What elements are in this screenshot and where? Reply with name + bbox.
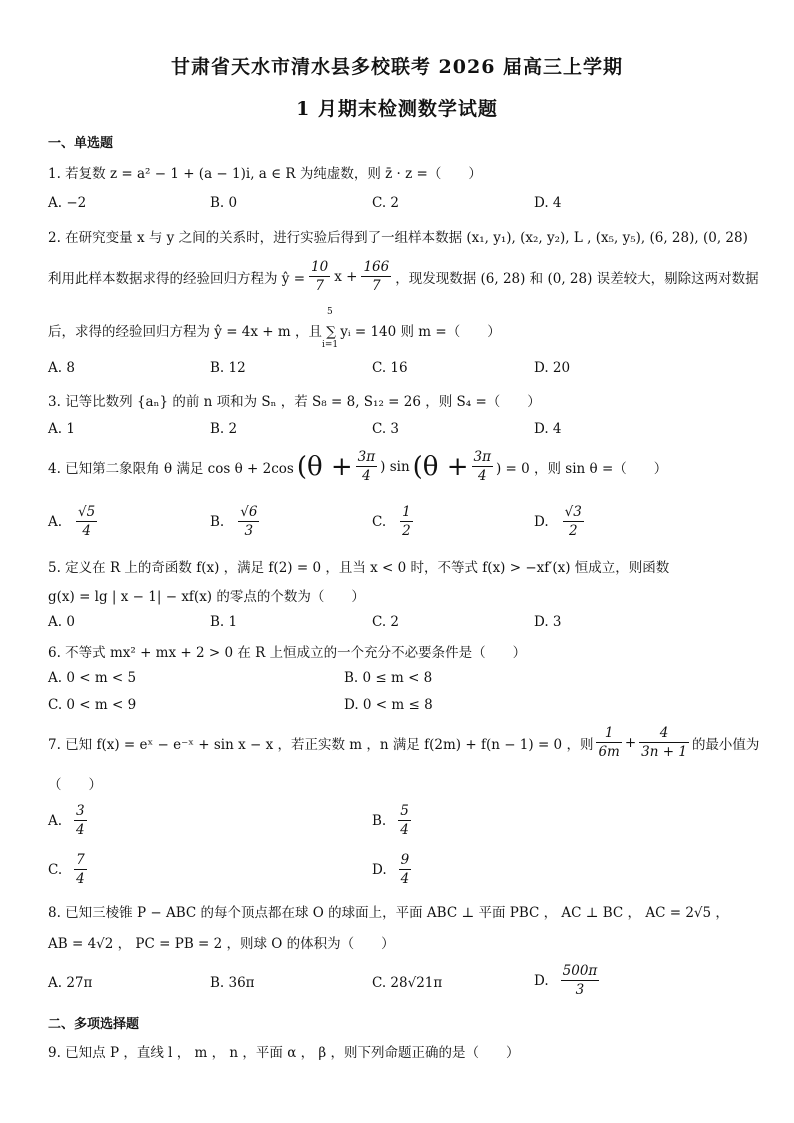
q4-option-d-num: √3 bbox=[564, 504, 582, 520]
q8-option-b: B. 36π bbox=[210, 975, 255, 991]
q8-option-d-num: 500π bbox=[562, 963, 598, 979]
question-2-line2 bbox=[48, 258, 759, 295]
q4-text-b: ) sin bbox=[380, 458, 410, 475]
q4-frac-num-2: 3π bbox=[473, 449, 491, 465]
q4-option-b-den: 3 bbox=[238, 521, 259, 540]
q2-option-d: D. 20 bbox=[534, 360, 571, 376]
q4-option-a bbox=[48, 503, 97, 540]
q4-option-d bbox=[534, 503, 584, 540]
question-7-paren: （ ） bbox=[48, 777, 102, 793]
q7-option-b-den: 4 bbox=[400, 822, 409, 838]
q7-f1-num: 1 bbox=[604, 725, 614, 741]
q2-frac2-den: 7 bbox=[361, 276, 391, 295]
q7-text-b: 的最小值为 bbox=[691, 736, 760, 753]
q4-option-c-num: 1 bbox=[402, 504, 411, 520]
q8-option-a: A. 27π bbox=[48, 975, 93, 991]
q7-option-d-den: 4 bbox=[400, 871, 410, 887]
q4-option-b-label: B. bbox=[210, 513, 225, 530]
q2-mid: x + bbox=[334, 268, 358, 285]
q2-option-a: A. 8 bbox=[48, 360, 75, 376]
q7-f1-den: 6m bbox=[598, 744, 620, 760]
q2-sum-bottom: i=1 bbox=[322, 340, 339, 350]
q4-option-b bbox=[210, 503, 259, 540]
q5-option-c: C. 2 bbox=[372, 614, 400, 630]
q6-option-a: A. 0 < m < 5 bbox=[48, 670, 137, 686]
q2-frac1-den: 7 bbox=[309, 276, 330, 295]
q5-option-b: B. 1 bbox=[210, 614, 238, 630]
q2-fraction-1 bbox=[309, 258, 330, 295]
q4-option-c-den: 2 bbox=[402, 523, 411, 539]
q4-frac-num-1: 3π bbox=[357, 449, 376, 465]
q2-frac2-num: 166 bbox=[363, 259, 390, 275]
q7-option-b-num: 5 bbox=[400, 803, 409, 819]
q3-option-a: A. 1 bbox=[48, 421, 75, 437]
q7-option-d bbox=[372, 851, 411, 888]
q7-option-b-frac bbox=[398, 802, 411, 839]
q7-text-a: 7. 已知 f(x) = eˣ − e⁻ˣ + sin x − x ，若正实数 m ，n 满足 f(2m) + f(n − 1) = 0 ，则 bbox=[48, 736, 594, 753]
q2-fraction-2 bbox=[361, 258, 391, 295]
q4-paren-1: (θ + bbox=[296, 451, 353, 482]
q7-option-a bbox=[48, 802, 87, 839]
q4-fraction-1 bbox=[356, 448, 377, 485]
q7-option-a-num: 3 bbox=[76, 803, 85, 819]
q7-plus: + bbox=[624, 734, 637, 751]
q7-option-d-frac bbox=[399, 851, 412, 888]
question-9: 9. 已知点 P ，直线 l ， m ， n ，平面 α ， β ，则下列命题正确的是（ ） bbox=[48, 1045, 520, 1061]
q4-option-a-num: √5 bbox=[78, 504, 96, 520]
q8-option-c: C. 28√21π bbox=[372, 975, 443, 991]
q7-option-c bbox=[48, 851, 87, 888]
q1-option-d: D. 4 bbox=[534, 195, 562, 211]
q4-option-a-frac bbox=[76, 503, 97, 540]
q4-text-c: ) = 0 ，则 sin θ =（ ） bbox=[495, 460, 668, 477]
q4-paren-2: (θ + bbox=[412, 451, 469, 482]
question-8-line2: AB = 4√2 ， PC = PB = 2 ，则球 O 的体积为（ ） bbox=[48, 936, 395, 952]
section-heading-single: 一、单选题 bbox=[48, 136, 114, 151]
q7-option-c-den: 4 bbox=[76, 871, 85, 887]
q4-option-d-label: D. bbox=[534, 513, 549, 530]
q7-option-d-label: D. bbox=[372, 861, 387, 878]
section-heading-multi: 二、多项选择题 bbox=[48, 1017, 140, 1032]
question-7 bbox=[48, 724, 759, 761]
q1-option-a: A. −2 bbox=[48, 195, 87, 211]
q5-option-d: D. 3 bbox=[534, 614, 562, 630]
q7-option-c-frac bbox=[74, 851, 87, 888]
question-5-line2: g(x) = lg | x − 1| − xf(x) 的零点的个数为（ ） bbox=[48, 589, 365, 605]
question-1: 1. 若复数 z = a² − 1 + (a − 1)i, a ∈ R 为纯虚数，则 z̄ · z =（ ） bbox=[48, 166, 482, 182]
question-8-line1: 8. 已知三棱锥 P − ABC 的每个顶点都在球 O 的球面上，平面 ABC ⊥ 平面 PBC ， AC ⊥ BC ， AC = 2√5 ， bbox=[48, 905, 729, 921]
q2-text-a: 利用此样本数据求得的经验回归方程为 ŷ = bbox=[48, 270, 306, 287]
q4-text-a: 4. 已知第二象限角 θ 满足 cos θ + 2cos bbox=[48, 460, 294, 477]
q2-frac1-num: 10 bbox=[311, 259, 329, 275]
q7-option-a-den: 4 bbox=[76, 822, 85, 838]
q4-option-d-frac bbox=[563, 503, 584, 540]
q3-option-c: C. 3 bbox=[372, 421, 400, 437]
q8-option-d-den: 3 bbox=[561, 980, 600, 999]
q7-option-c-num: 7 bbox=[76, 852, 85, 868]
question-4 bbox=[48, 448, 667, 485]
page-title-line1: 甘肃省天水市清水县多校联考 2026 届高三上学期 bbox=[170, 56, 624, 78]
q8-option-d-frac bbox=[561, 962, 600, 999]
q2-option-b: B. 12 bbox=[210, 360, 246, 376]
q4-frac-den-1: 4 bbox=[356, 466, 377, 485]
q7-f2-num: 4 bbox=[659, 725, 669, 741]
page-title-line2: 1 月期末检测数学试题 bbox=[296, 98, 498, 120]
q7-option-d-num: 9 bbox=[400, 852, 410, 868]
q1-option-c: C. 2 bbox=[372, 195, 400, 211]
question-2-line1: 2. 在研究变量 x 与 y 之间的关系时，进行实验后得到了一组样本数据 (x₁, y₁), (x₂, y₂), L , (x₅, y₅), (6, 28), (0, 28) bbox=[48, 230, 748, 246]
q4-fraction-2 bbox=[472, 448, 493, 485]
q8-option-d bbox=[534, 962, 599, 999]
question-6: 6. 不等式 mx² + mx + 2 > 0 在 R 上恒成立的一个充分不必要条件是（ ） bbox=[48, 645, 527, 661]
q3-option-b: B. 2 bbox=[210, 421, 238, 437]
q7-option-b-label: B. bbox=[372, 812, 387, 829]
q4-option-b-frac bbox=[238, 503, 259, 540]
q4-option-c bbox=[372, 503, 413, 540]
q4-option-b-num: √6 bbox=[240, 504, 258, 520]
q7-option-a-label: A. bbox=[48, 812, 63, 829]
q5-option-a: A. 0 bbox=[48, 614, 75, 630]
q6-option-b: B. 0 ≤ m < 8 bbox=[344, 670, 433, 686]
q4-frac-den-2: 4 bbox=[472, 466, 493, 485]
question-3: 3. 记等比数列 {aₙ} 的前 n 项和为 Sₙ ，若 S₈ = 8, S₁₂ = 26 ，则 S₄ =（ ） bbox=[48, 394, 541, 410]
q4-option-d-den: 2 bbox=[563, 521, 584, 540]
q7-fraction-1 bbox=[596, 724, 621, 761]
q2-text-b: ，现发现数据 (6, 28) 和 (0, 28) 误差较大，剔除这两对数据 bbox=[395, 270, 759, 287]
q4-option-c-label: C. bbox=[372, 513, 387, 530]
q7-f2-den: 3n + 1 bbox=[641, 744, 687, 760]
q8-option-d-label: D. bbox=[534, 972, 549, 989]
q7-fraction-2 bbox=[639, 724, 689, 761]
q6-option-d: D. 0 < m ≤ 8 bbox=[344, 697, 433, 713]
question-5-line1: 5. 定义在 R 上的奇函数 f(x) ，满足 f(2) = 0 ，且当 x < 0 时，不等式 f(x) > −xf′(x) 恒成立，则函数 bbox=[48, 560, 670, 576]
q4-option-a-label: A. bbox=[48, 513, 63, 530]
question-2-line3: 后，求得的经验回归方程为 ŷ = 4x + m ，且 ∑ yᵢ = 140 则 m =（ ） bbox=[48, 324, 501, 340]
q4-option-a-den: 4 bbox=[76, 521, 97, 540]
q2-sum-top: 5 bbox=[327, 307, 333, 317]
q7-option-c-label: C. bbox=[48, 861, 63, 878]
q4-option-c-frac bbox=[400, 503, 413, 540]
q1-option-b: B. 0 bbox=[210, 195, 238, 211]
q7-option-b bbox=[372, 802, 411, 839]
q2-option-c: C. 16 bbox=[372, 360, 408, 376]
q3-option-d: D. 4 bbox=[534, 421, 562, 437]
q6-option-c: C. 0 < m < 9 bbox=[48, 697, 137, 713]
q7-option-a-frac bbox=[74, 802, 87, 839]
